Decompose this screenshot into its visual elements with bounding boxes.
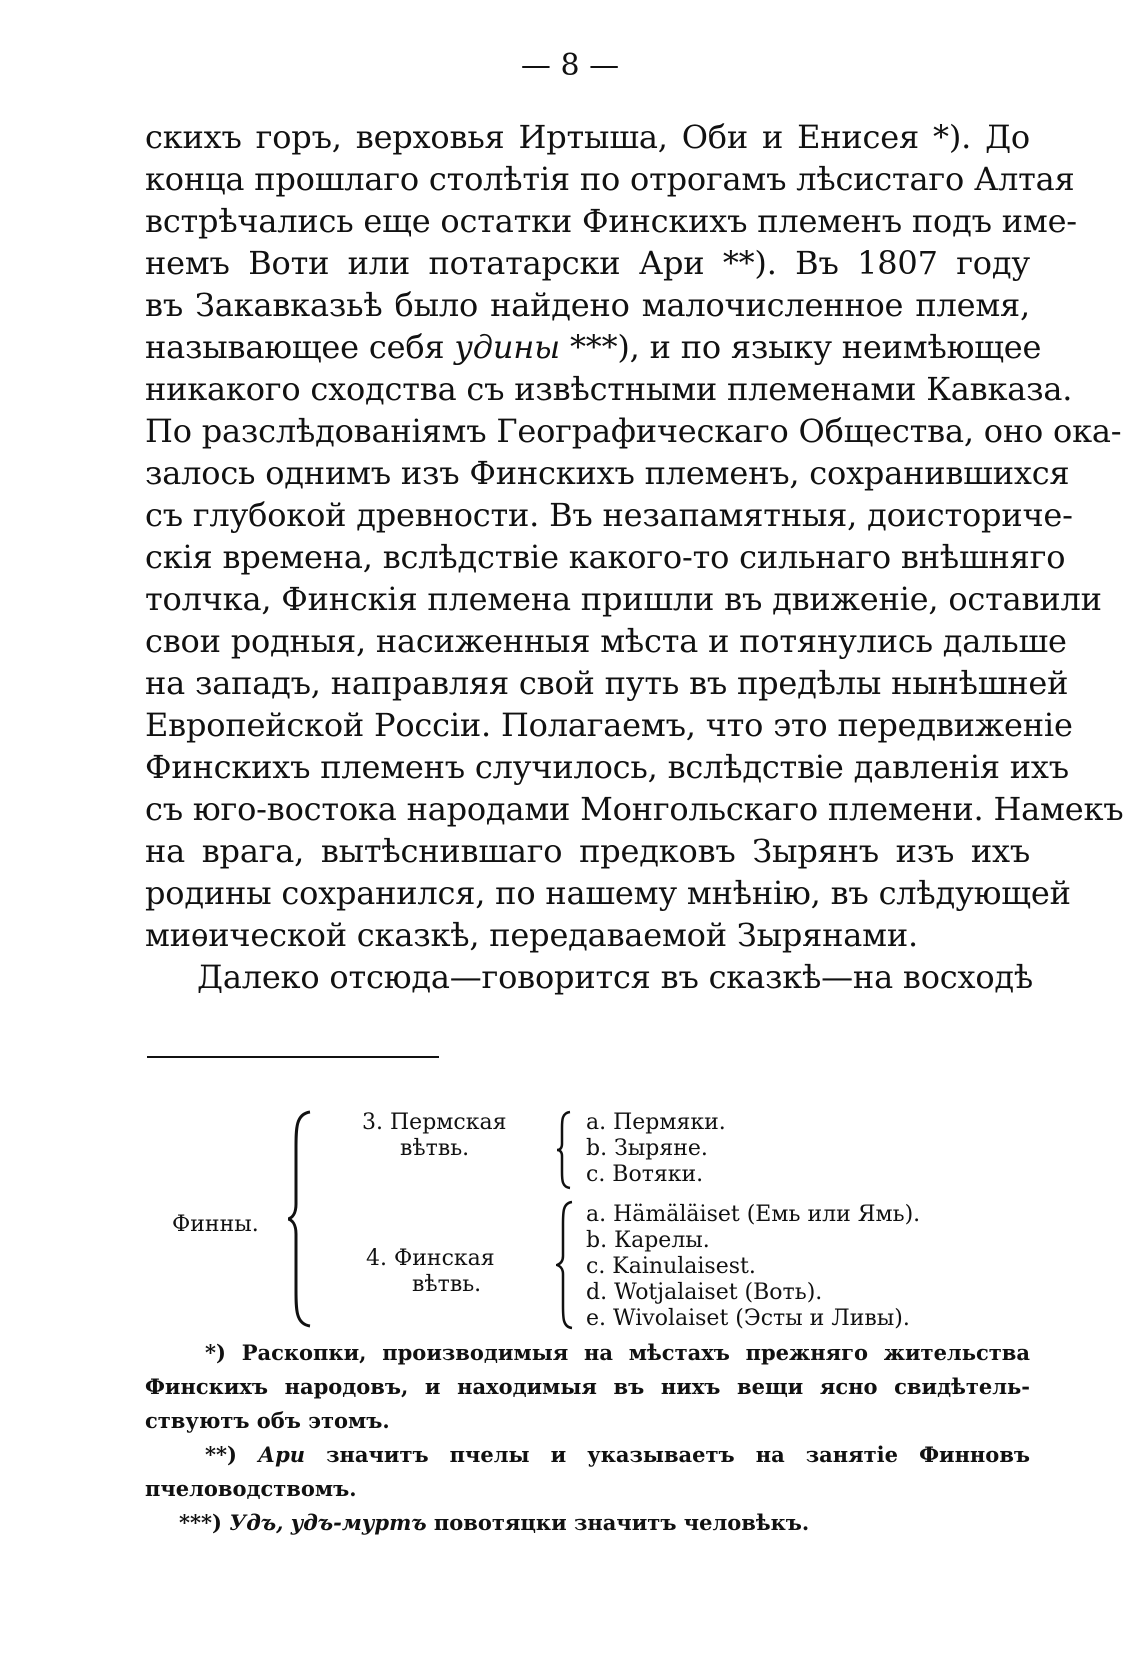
footnote-line: *) Раскопки, производимыя на мѣстахъ прежняго жительства bbox=[205, 1340, 1030, 1365]
branch4-brace-icon bbox=[556, 1200, 576, 1330]
footnote-mark: ***) bbox=[179, 1510, 222, 1535]
text-line: Далеко отсюда—говорится въ сказкѣ—на восходѣ bbox=[197, 958, 1034, 996]
footnote-line bbox=[145, 1438, 1030, 1472]
footnote-italic: Ари bbox=[257, 1442, 306, 1467]
footnote-line: Финскихъ народовъ, и находимыя въ нихъ вещи ясно свидѣтель- bbox=[145, 1374, 1030, 1399]
text-segment: называющее себя bbox=[145, 328, 445, 366]
page-number: — 8 — bbox=[520, 48, 620, 83]
italic-term: удины bbox=[454, 328, 560, 366]
text-line: Финскихъ племенъ случилось, вслѣдствіе давленія ихъ bbox=[145, 748, 1069, 786]
text-line bbox=[145, 326, 1042, 368]
branch3-name-2: вѣтвь. bbox=[400, 1136, 470, 1161]
text-line: толчка, Финскія племена пришли въ движеніе, оставили bbox=[145, 580, 1102, 618]
text-line: свои родныя, насиженныя мѣста и потянулись дальше bbox=[145, 622, 1067, 660]
main-text bbox=[145, 116, 1124, 998]
text-line: немъ Воти или потатарски Ари **). Въ 1807 году bbox=[145, 244, 1030, 282]
footnote-text: повотяцки значитъ человѣкъ. bbox=[433, 1510, 810, 1535]
footnote-line: ствуютъ объ этомъ. bbox=[145, 1408, 390, 1433]
footnote-mark: **) bbox=[205, 1442, 237, 1467]
branch3-item: a. Пермяки. bbox=[586, 1110, 726, 1135]
branch4-item: a. Hämäläiset (Емь или Ямь). bbox=[586, 1202, 921, 1227]
text-line: скія времена, вслѣдствіе какого-то сильнаго внѣшняго bbox=[145, 538, 1066, 576]
branch3-item: b. Зыряне. bbox=[586, 1136, 708, 1161]
footnotes bbox=[145, 1336, 1030, 1540]
text-line: на западъ, направляя свой путь въ предѣлы нынѣшней bbox=[145, 664, 1069, 702]
root-label: Финны. bbox=[172, 1212, 259, 1237]
text-line: миѳической сказкѣ, передаваемой Зырянами. bbox=[145, 916, 918, 954]
branch3-item: c. Вотяки. bbox=[586, 1162, 704, 1187]
branch4-item: e. Wivolaiset (Эсты и Ливы). bbox=[586, 1306, 910, 1331]
footnote-italic: Удъ, удъ-муртъ bbox=[229, 1510, 427, 1535]
branch4-item: d. Wotjalaiset (Воть). bbox=[586, 1280, 823, 1305]
text-line: встрѣчались еще остатки Финскихъ племенъ подъ име- bbox=[145, 202, 1077, 240]
footnote-line: пчеловодствомъ. bbox=[145, 1476, 357, 1501]
text-line: По разслѣдованіямъ Географическаго Общества, оно ока- bbox=[145, 412, 1122, 450]
classification-table bbox=[0, 1100, 1140, 1330]
branch4-item: c. Kainulaisest. bbox=[586, 1254, 756, 1279]
branch4-name-2: вѣтвь. bbox=[412, 1272, 482, 1297]
left-brace-icon bbox=[288, 1108, 318, 1330]
text-line: Европейской Россіи. Полагаемъ, что это передвиженіе bbox=[145, 706, 1073, 744]
text-segment: ***), и по языку неимѣющее bbox=[569, 328, 1042, 366]
footnote-text: значитъ пчелы и указываетъ на занятіе Финновъ bbox=[326, 1442, 1031, 1467]
branch3-name: 3. Пермская bbox=[362, 1110, 507, 1135]
branch3-brace-icon bbox=[556, 1110, 574, 1190]
text-line: съ юго-востока народами Монгольскаго племени. Намекъ bbox=[145, 790, 1124, 828]
text-line: никакого сходства съ извѣстными племенами Кавказа. bbox=[145, 370, 1073, 408]
text-line: залось однимъ изъ Финскихъ племенъ, сохранившихся bbox=[145, 454, 1070, 492]
text-line: съ глубокой древности. Въ незапамятныя, доисториче- bbox=[145, 496, 1073, 534]
text-line: родины сохранился, по нашему мнѣнію, въ слѣдующей bbox=[145, 874, 1071, 912]
text-line: на врага, вытѣснившаго предковъ Зырянъ изъ ихъ bbox=[145, 832, 1030, 870]
footnote-line bbox=[145, 1506, 1030, 1540]
text-line: въ Закавказьѣ было найдено малочисленное племя, bbox=[145, 286, 1030, 324]
branch4-name: 4. Финская bbox=[366, 1246, 495, 1271]
text-line: конца прошлаго столѣтія по отрогамъ лѣсистаго Алтая bbox=[145, 160, 1075, 198]
footnote-separator bbox=[147, 1056, 439, 1058]
branch4-item: b. Карелы. bbox=[586, 1228, 710, 1253]
text-line: скихъ горъ, верховья Иртыша, Оби и Енисея *). До bbox=[145, 118, 1030, 156]
